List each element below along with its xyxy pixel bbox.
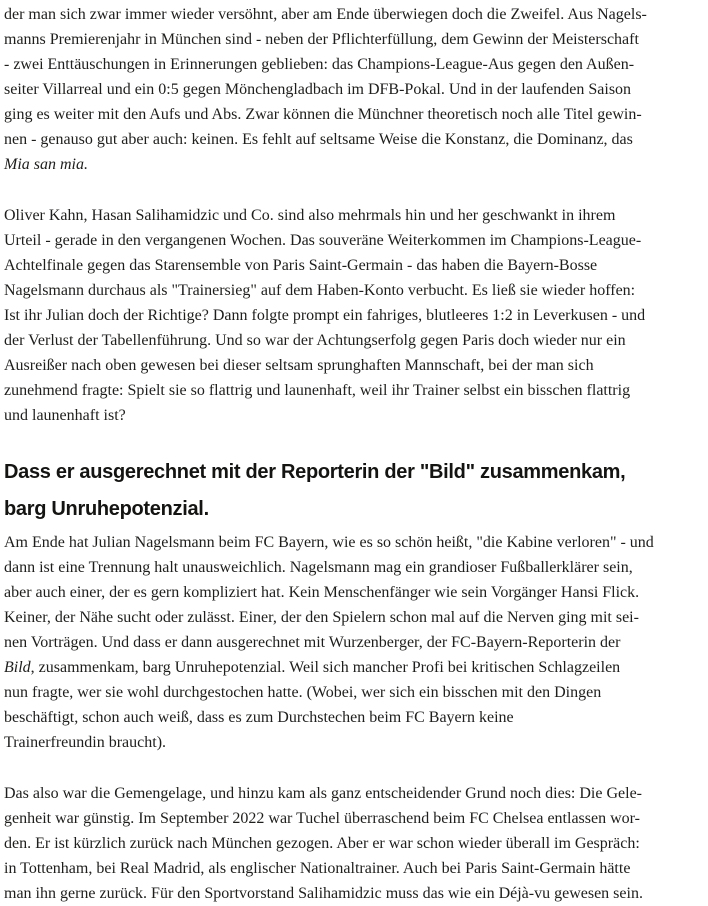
text-line: - zwei Enttäuschungen in Erinnerungen geblieben: das Champions-League-Aus gegen den Außen- bbox=[4, 56, 635, 73]
text-segment: , zusammenkam, barg Unruhepotenzial. Weil sich mancher Profi bei kritischen Schlagzeilen bbox=[30, 659, 621, 676]
text-line: beschäftigt, schon auch weiß, dass es zum Durchstechen beim FC Bayern keine bbox=[4, 709, 514, 726]
text-line: Trainerfreundin braucht). bbox=[4, 734, 167, 751]
text-line: dann ist eine Trennung halt unausweichlich. Nagelsmann mag ein grandioser Fußballerklärer sein, bbox=[4, 559, 633, 576]
text-line: barg Unruhepotenzial. bbox=[4, 498, 209, 520]
body-paragraph bbox=[4, 781, 708, 906]
text-line: ging es weiter mit den Aufs und Abs. Zwar können die Münchner theoretisch noch alle Titel gewin- bbox=[4, 106, 642, 123]
text-line: der man sich zwar immer wieder versöhnt, aber am Ende überwiegen doch die Zweifel. Aus Nagels- bbox=[4, 6, 647, 23]
text-line: in Tottenham, bei Real Madrid, als englischer Nationaltrainer. Auch bei Paris Saint-Germain hätte bbox=[4, 860, 631, 877]
italic-text-segment: Bild bbox=[4, 659, 31, 676]
text-line: nun fragte, wer sie wohl durchgestochen hatte. (Wobei, wer sich ein bisschen mit den Dingen bbox=[4, 684, 602, 701]
text-line: Das also war die Gemengelage, und hinzu kam als ganz entscheidender Grund noch dies: Die Gele- bbox=[4, 785, 642, 802]
text-line: man ihn gerne zurück. Für den Sportvorstand Salihamidzic muss das wie ein Déjà-vu gewesen sein. bbox=[4, 885, 643, 902]
text-line: Oliver Kahn, Hasan Salihamidzic und Co. sind also mehrmals hin und her geschwankt in ihrem bbox=[4, 207, 616, 224]
text-line: Achtelfinale gegen das Starensemble von Paris Saint-Germain - das haben die Bayern-Bosse bbox=[4, 257, 598, 274]
text-line: genheit war günstig. Im September 2022 war Tuchel überraschend beim FC Chelsea entlassen wor- bbox=[4, 810, 640, 827]
text-line: der Verlust der Tabellenführung. Und so war der Achtungserfolg gegen Paris doch wieder nur ein bbox=[4, 332, 626, 349]
text-line: Nagelsmann durchaus als "Trainersieg" auf dem Haben-Konto verbucht. Es ließ sie wieder hoffen: bbox=[4, 282, 636, 299]
text-line: nen Vorträgen. Und dass er dann ausgerechnet mit Wurzenberger, der FC-Bayern-Reporterin der bbox=[4, 634, 621, 651]
text-line: Dass er ausgerechnet mit der Reporterin der "Bild" zusammenkam, bbox=[4, 461, 626, 483]
text-line: Am Ende hat Julian Nagelsmann beim FC Bayern, wie es so schön heißt, "die Kabine verloren" - und bbox=[4, 534, 654, 551]
text-line: manns Premierenjahr in München sind - neben der Pflichterfüllung, dem Gewinn der Meisterschaft bbox=[4, 31, 639, 48]
text-line: Ist ihr Julian doch der Richtige? Dann folgte prompt ein fahriges, blutleeres 1:2 in Leverkusen - und bbox=[4, 307, 646, 324]
body-paragraph bbox=[4, 530, 708, 755]
text-line: Ausreißer nach oben gewesen bei dieser seltsam sprunghaften Mannschaft, bei der man sich bbox=[4, 357, 594, 374]
text-line bbox=[4, 152, 708, 177]
text-line: den. Er ist kürzlich zurück nach München gezogen. Aber er war schon wieder überall im Gespräch: bbox=[4, 835, 640, 852]
section-heading bbox=[4, 454, 708, 528]
text-line: und launenhaft ist? bbox=[4, 407, 126, 424]
text-line: seiter Villarreal und ein 0:5 gegen Mönchengladbach im DFB-Pokal. Und in der laufenden Saison bbox=[4, 81, 632, 98]
body-paragraph bbox=[4, 2, 708, 177]
text-line: aber auch einer, der es gern kompliziert hat. Kein Menschenfänger wie sein Vorgänger Hansi Flick. bbox=[4, 584, 640, 601]
text-line: zunehmend fragte: Spielt sie so flattrig und launenhaft, weil ihr Trainer selbst ein bisschen flattrig bbox=[4, 382, 631, 399]
text-line: Urteil - gerade in den vergangenen Wochen. Das souveräne Weiterkommen im Champions-League- bbox=[4, 232, 642, 249]
text-line: nen - genauso gut aber auch: keinen. Es fehlt auf seltsame Weise die Konstanz, die Dominanz, das bbox=[4, 131, 633, 148]
body-paragraph bbox=[4, 203, 708, 428]
text-line: Keiner, der Nähe sucht oder zulässt. Einer, der den Spielern schon mal auf die Nerven ging mit sei- bbox=[4, 609, 639, 626]
text-line bbox=[4, 655, 708, 680]
italic-text-segment: Mia san mia. bbox=[4, 156, 88, 173]
